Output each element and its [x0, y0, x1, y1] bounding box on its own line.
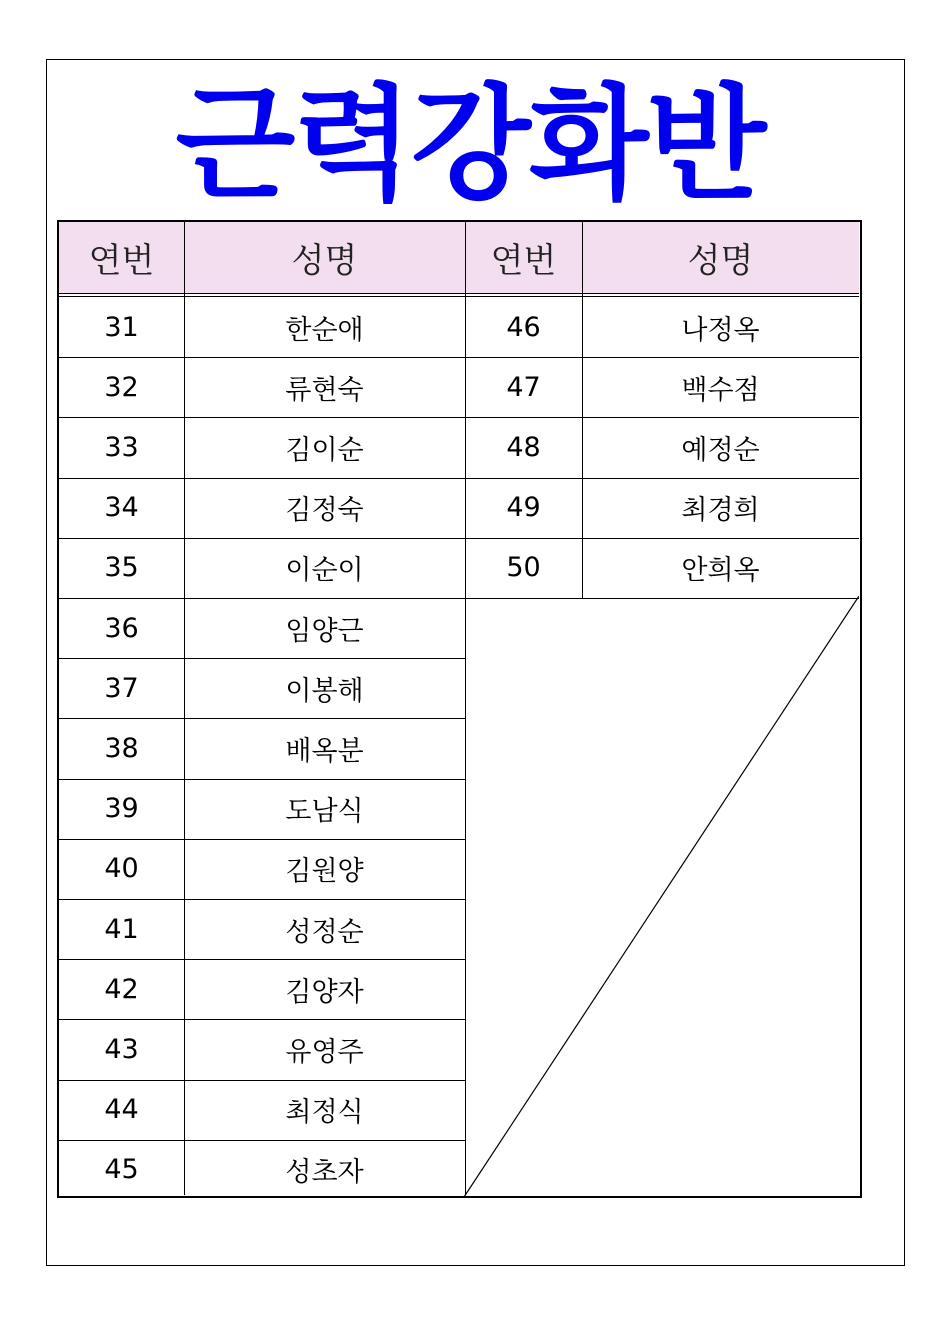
member-name: 임양근 [285, 615, 364, 647]
row-number: 39 [104, 793, 139, 825]
member-name: 류현숙 [285, 374, 364, 406]
row-number: 44 [104, 1094, 139, 1126]
row-number: 32 [104, 371, 139, 403]
member-name: 예정순 [681, 434, 760, 466]
row-number: 43 [104, 1033, 139, 1065]
row-number: 50 [506, 552, 541, 584]
row-number: 45 [104, 1154, 139, 1186]
row-number: 40 [104, 853, 139, 885]
page-title: 근력강화반 [175, 73, 765, 217]
row-number: 49 [506, 492, 541, 524]
member-name: 도남식 [285, 796, 364, 828]
header-name-left: 성명 [291, 241, 358, 281]
member-name: 김양자 [285, 976, 364, 1008]
row-number: 46 [506, 311, 541, 343]
header-name-right: 성명 [687, 241, 754, 281]
empty-area-diagonal [464, 596, 859, 1198]
row-number: 38 [104, 732, 139, 764]
row-divider [59, 293, 859, 294]
row-divider [465, 598, 859, 599]
column-divider [184, 222, 185, 1195]
row-number: 41 [104, 913, 139, 945]
member-name: 김원양 [285, 856, 364, 888]
member-name: 최정식 [285, 1097, 364, 1129]
header-num-right: 연번 [490, 241, 557, 281]
member-name: 안희옥 [681, 555, 760, 587]
member-name: 한순애 [285, 314, 364, 346]
row-number: 48 [506, 431, 541, 463]
member-name: 김정숙 [285, 495, 364, 527]
roster-table [57, 220, 862, 1198]
member-name: 이순이 [285, 555, 364, 587]
member-name: 배옥분 [285, 735, 364, 767]
member-name: 이봉해 [285, 675, 364, 707]
row-number: 37 [104, 672, 139, 704]
member-name: 성정순 [285, 916, 364, 948]
member-name: 성초자 [285, 1157, 364, 1189]
column-divider [582, 222, 583, 598]
member-name: 나정옥 [681, 314, 760, 346]
member-name: 김이순 [285, 434, 364, 466]
row-number: 33 [104, 431, 139, 463]
member-name: 최경희 [681, 495, 760, 527]
member-name: 유영주 [285, 1036, 364, 1068]
row-number: 35 [104, 552, 139, 584]
member-name: 백수점 [681, 374, 760, 406]
row-number: 36 [104, 612, 139, 644]
row-number: 47 [506, 371, 541, 403]
row-number: 42 [104, 973, 139, 1005]
column-divider [465, 222, 466, 1195]
header-num-left: 연번 [88, 241, 155, 281]
row-number: 31 [104, 311, 139, 343]
row-number: 34 [104, 492, 139, 524]
